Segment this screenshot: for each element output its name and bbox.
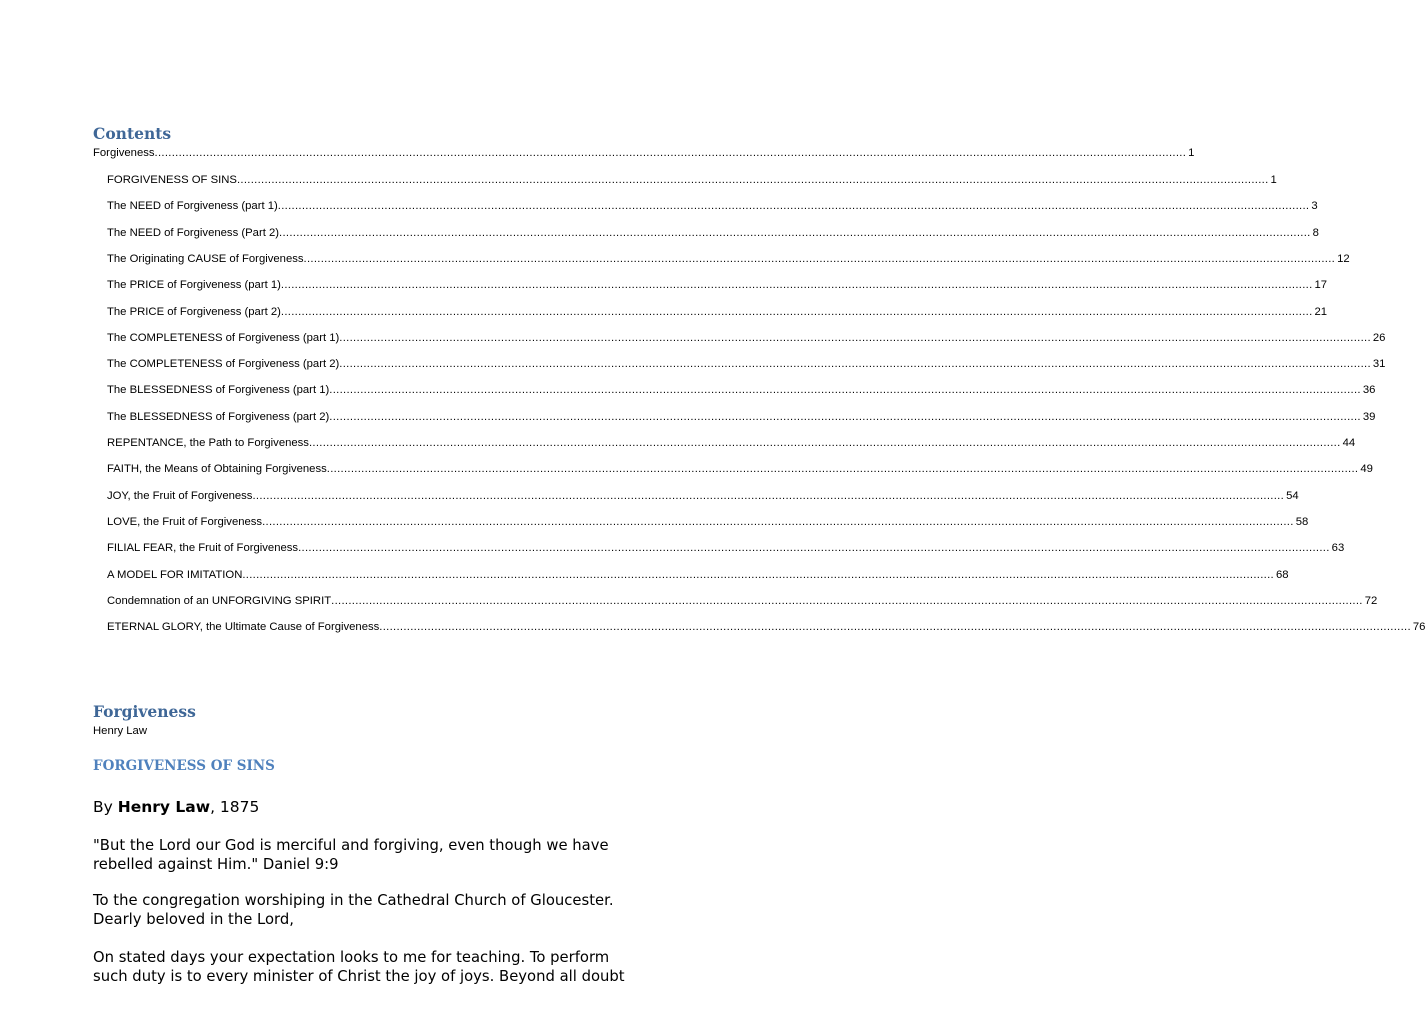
toc-entry-title: FAITH, the Means of Obtaining Forgiveness: [107, 463, 327, 476]
toc-entry[interactable]: [107, 252, 1350, 271]
toc-entry[interactable]: [93, 147, 1195, 165]
toc-dot-leader: ............................................................................................................................................................................................................................................................................................................: [277, 200, 1310, 213]
toc-dot-leader: ............................................................................................................................................................................................................................................................................................................: [379, 621, 1411, 634]
toc-entry-page-number: 17: [1314, 279, 1328, 292]
toc-entry-title: The COMPLETENESS of Forgiveness (part 1): [107, 331, 340, 344]
toc-entry-title: The BLESSEDNESS of Forgiveness (part 2): [107, 410, 330, 423]
toc-dot-leader: ............................................................................................................................................................................................................................................................................................................: [154, 147, 1187, 159]
toc-entry-title: The COMPLETENESS of Forgiveness (part 2): [107, 358, 340, 371]
toc-entry-page-number: 39: [1362, 410, 1376, 423]
toc-dot-leader: ............................................................................................................................................................................................................................................................................................................: [280, 279, 1313, 292]
toc-dot-leader: ............................................................................................................................................................................................................................................................................................................: [339, 358, 1371, 371]
byline-author: Henry Law: [117, 798, 211, 816]
toc-dot-leader: ............................................................................................................................................................................................................................................................................................................: [308, 437, 1341, 449]
toc-dot-leader: ............................................................................................................................................................................................................................................................................................................: [339, 331, 1371, 344]
toc-dot-leader: ............................................................................................................................................................................................................................................................................................................: [242, 568, 1274, 581]
toc-entry-title: Condemnation of an UNFORGIVING SPIRIT: [107, 594, 332, 607]
toc-entry-page-number: 1: [1188, 147, 1195, 159]
contents-heading: Contents: [93, 124, 172, 143]
toc-entry-page-number: 21: [1314, 305, 1328, 318]
toc-entry-page-number: 8: [1312, 226, 1319, 239]
toc-entry[interactable]: [107, 437, 1356, 455]
toc-entry-title: The Originating CAUSE of Forgiveness: [107, 252, 304, 265]
toc-entry-page-number: 12: [1337, 252, 1350, 265]
quote-line-2: rebelled against Him." Daniel 9:9: [93, 856, 339, 873]
toc-entry[interactable]: [107, 358, 1386, 376]
toc-entry-title: JOY, the Fruit of Forgiveness: [107, 489, 253, 502]
toc-entry[interactable]: [107, 305, 1328, 324]
toc-dot-leader: ............................................................................................................................................................................................................................................................................................................: [331, 594, 1363, 607]
toc-dot-leader: ............................................................................................................................................................................................................................................................................................................: [252, 489, 1285, 502]
toc-entry-title: The PRICE of Forgiveness (part 2): [107, 305, 281, 318]
toc-entry-page-number: 72: [1364, 594, 1378, 607]
toc-entry[interactable]: [107, 331, 1386, 350]
toc-entry-page-number: 63: [1331, 542, 1345, 555]
toc-entry-page-number: 49: [1360, 463, 1373, 476]
toc-entry[interactable]: [107, 279, 1328, 297]
toc-entry[interactable]: [107, 410, 1376, 429]
toc-entry[interactable]: [107, 384, 1376, 402]
toc-dot-leader: ............................................................................................................................................................................................................................................................................................................: [326, 463, 1359, 476]
toc-entry[interactable]: [107, 200, 1318, 218]
toc-dot-leader: ............................................................................................................................................................................................................................................................................................................: [236, 174, 1269, 186]
toc-entry[interactable]: [107, 568, 1289, 587]
toc-entry[interactable]: [107, 621, 1425, 639]
toc-entry-page-number: 36: [1362, 384, 1376, 397]
toc-entry[interactable]: [107, 174, 1277, 192]
byline: [93, 798, 259, 816]
body-paragraph: [93, 948, 693, 986]
toc-dot-leader: ............................................................................................................................................................................................................................................................................................................: [262, 515, 1294, 528]
toc-entry-page-number: 54: [1286, 489, 1299, 502]
toc-entry[interactable]: [107, 542, 1345, 560]
toc-entry-page-number: 3: [1311, 200, 1318, 213]
quote-line-1: "But the Lord our God is merciful and forgiving, even though we have: [93, 837, 609, 854]
toc-dot-leader: ............................................................................................................................................................................................................................................................................................................: [329, 384, 1361, 397]
paragraph-line-1: On stated days your expectation looks to me for teaching. To perform: [93, 949, 610, 966]
toc-entry-title: The BLESSEDNESS of Forgiveness (part 1): [107, 384, 330, 397]
toc-entry-page-number: 76: [1412, 621, 1425, 634]
toc-entry-title: A MODEL FOR IMITATION: [107, 568, 243, 581]
toc-entry[interactable]: [107, 515, 1309, 534]
dedication-line-1: To the congregation worshiping in the Cathedral Church of Gloucester.: [93, 892, 614, 909]
toc-dot-leader: ............................................................................................................................................................................................................................................................................................................: [280, 305, 1313, 318]
toc-dot-leader: ............................................................................................................................................................................................................................................................................................................: [329, 410, 1361, 423]
toc-entry[interactable]: [107, 594, 1378, 613]
toc-entry-title: The PRICE of Forgiveness (part 1): [107, 279, 281, 292]
toc-entry-title: The NEED of Forgiveness (Part 2): [107, 226, 280, 239]
dedication: [93, 891, 693, 929]
toc-entry-page-number: 26: [1372, 331, 1386, 344]
dedication-line-2: Dearly beloved in the Lord,: [93, 911, 294, 928]
author-line: Henry Law: [93, 725, 147, 737]
toc-entry-title: REPENTANCE, the Path to Forgiveness: [107, 437, 309, 449]
toc-entry[interactable]: [107, 226, 1319, 245]
toc-entry[interactable]: [107, 463, 1373, 481]
toc-entry-page-number: 44: [1342, 437, 1356, 449]
section-subheading: FORGIVENESS OF SINS: [93, 758, 275, 774]
toc-entry-page-number: 58: [1295, 515, 1309, 528]
toc-entry-title: The NEED of Forgiveness (part 1): [107, 200, 278, 213]
toc-entry-title: ETERNAL GLORY, the Ultimate Cause of Forgiveness: [107, 621, 380, 634]
paragraph-line-2: such duty is to every minister of Christ the joy of joys. Beyond all doubt: [93, 968, 625, 985]
byline-prefix: By: [93, 798, 118, 816]
toc-entry-title: Forgiveness: [93, 147, 155, 159]
toc-entry-title: FILIAL FEAR, the Fruit of Forgiveness: [107, 542, 299, 555]
section-heading-forgiveness: Forgiveness: [93, 702, 196, 721]
toc-dot-leader: ............................................................................................................................................................................................................................................................................................................: [303, 252, 1336, 265]
toc-entry-page-number: 68: [1275, 568, 1289, 581]
toc-dot-leader: ............................................................................................................................................................................................................................................................................................................: [298, 542, 1330, 555]
toc-entry[interactable]: [107, 489, 1299, 508]
toc-entry-page-number: 1: [1270, 174, 1277, 186]
byline-year: , 1875: [210, 798, 260, 816]
toc-entry-page-number: 31: [1372, 358, 1386, 371]
toc-entry-title: FORGIVENESS OF SINS: [107, 174, 237, 186]
toc-dot-leader: ............................................................................................................................................................................................................................................................................................................: [279, 226, 1311, 239]
scripture-quote: [93, 836, 693, 874]
toc-entry-title: LOVE, the Fruit of Forgiveness: [107, 515, 263, 528]
